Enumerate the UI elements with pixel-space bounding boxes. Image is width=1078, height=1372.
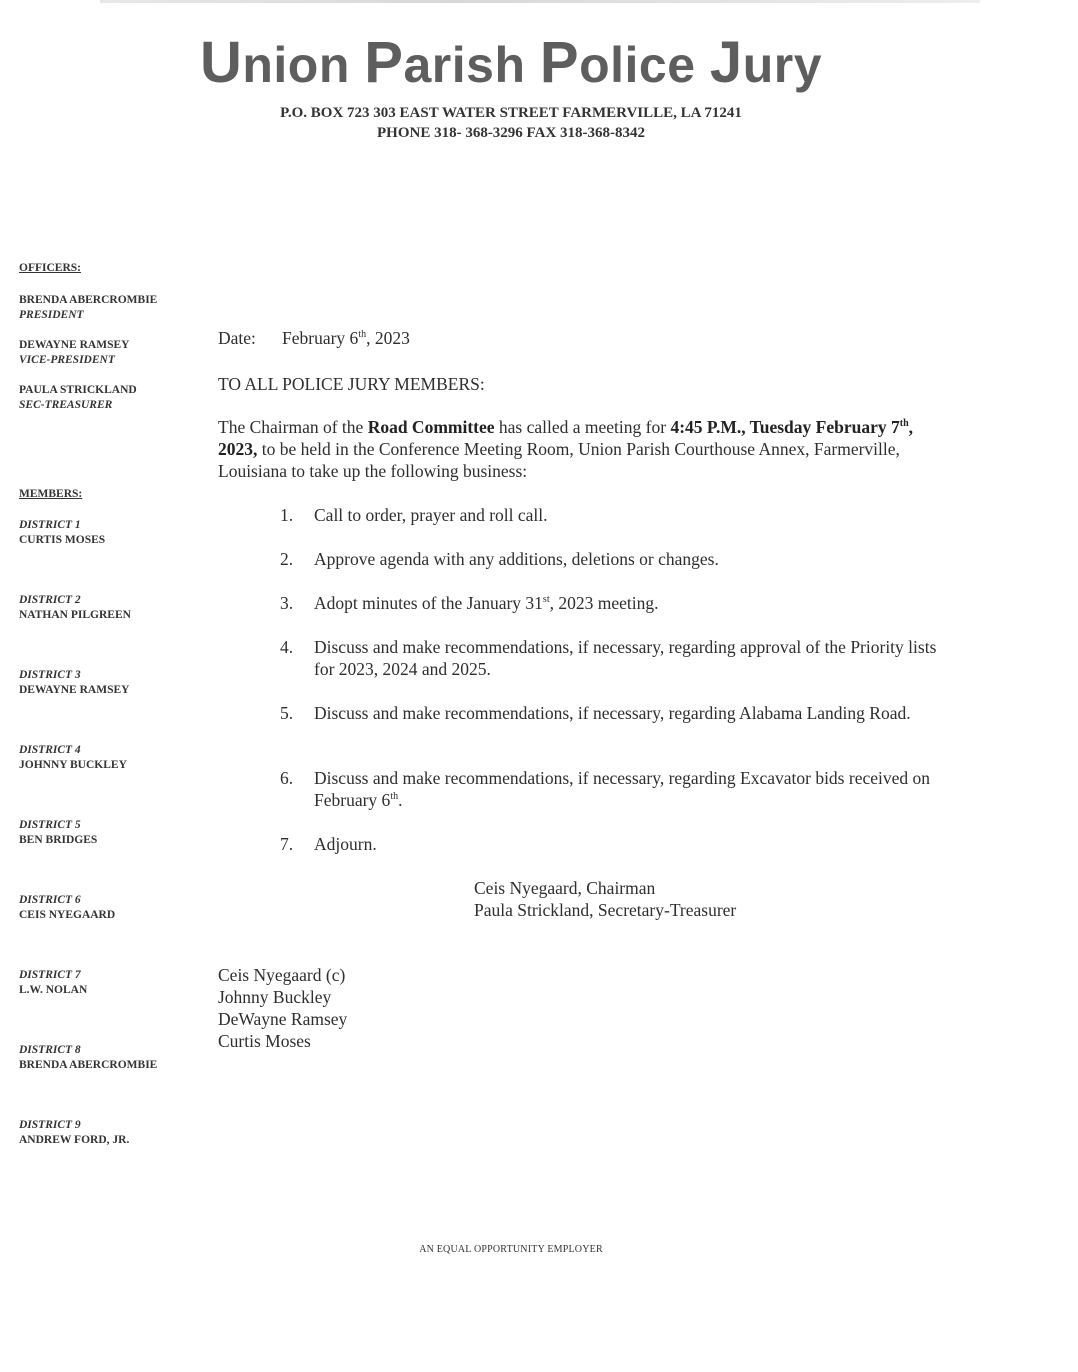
member-entry [19, 893, 115, 923]
member-district: DISTRICT 4 [19, 744, 81, 756]
member-entry [19, 743, 127, 773]
officer-title: SEC-TREASURER [19, 399, 113, 411]
member-entry [19, 968, 87, 998]
member-district: DISTRICT 6 [19, 894, 81, 906]
member-name: JOHNNY BUCKLEY [19, 759, 127, 771]
member-district: DISTRICT 9 [19, 1119, 81, 1131]
scan-top-line [100, 0, 980, 3]
cc-member: Johnny Buckley [218, 987, 332, 1007]
cc-member: Ceis Nyegaard (c) [218, 965, 346, 985]
cc-member: Curtis Moses [218, 1031, 311, 1051]
member-district: DISTRICT 2 [19, 594, 81, 606]
member-entry [19, 1043, 157, 1073]
officer-title: VICE-PRESIDENT [19, 354, 115, 366]
date-value: February 6th, 2023 [282, 328, 410, 348]
letterhead-phone: PHONE 318- 368-3296 FAX 318-368-8342 [376, 125, 646, 141]
signature-chairman: Ceis Nyegaard, Chairman [474, 878, 656, 898]
member-district: DISTRICT 3 [19, 669, 81, 681]
officer-name: DEWAYNE RAMSEY [19, 339, 130, 351]
member-name: ANDREW FORD, JR. [19, 1134, 130, 1146]
cc-member: DeWayne Ramsey [218, 1009, 348, 1029]
member-entry [19, 818, 97, 848]
member-entry [19, 593, 131, 623]
officer-name: PAULA STRICKLAND [19, 384, 137, 396]
footer-eoe: AN EQUAL OPPORTUNITY EMPLOYER [419, 1244, 603, 1255]
officer-title: PRESIDENT [19, 309, 84, 321]
date-label: Date: [218, 328, 256, 348]
letterhead-address: P.O. BOX 723 303 EAST WATER STREET FARMERVILLE, LA 71241 [280, 105, 742, 121]
member-name: DEWAYNE RAMSEY [19, 684, 130, 696]
officer-entry [19, 293, 157, 323]
intro-paragraph: The Chairman of the Road Committee has called a meeting for 4:45 P.M., Tuesday February 7th, 2023, to be held in the Conference Meeting Room, Union Parish Courthouse Annex, Farmerville, Louisiana to take up the following business: [218, 417, 914, 481]
member-name: BEN BRIDGES [19, 834, 98, 846]
member-district: DISTRICT 1 [19, 519, 81, 531]
letterhead-title: Union Parish Police Jury [199, 30, 822, 95]
member-district: DISTRICT 5 [19, 819, 81, 831]
officer-entry [19, 383, 137, 413]
officer-entry [19, 338, 129, 368]
member-name: CEIS NYEGAARD [19, 909, 116, 921]
officer-name: BRENDA ABERCROMBIE [19, 294, 158, 306]
member-district: DISTRICT 8 [19, 1044, 81, 1056]
member-name: BRENDA ABERCROMBIE [19, 1059, 158, 1071]
members-heading: MEMBERS: [19, 488, 83, 500]
member-name: L.W. NOLAN [19, 984, 88, 996]
salutation: TO ALL POLICE JURY MEMBERS: [218, 374, 485, 394]
member-entry [19, 518, 105, 548]
member-name: NATHAN PILGREEN [19, 609, 131, 621]
member-entry [19, 668, 129, 698]
member-district: DISTRICT 7 [19, 969, 81, 981]
member-entry [19, 1118, 129, 1148]
signature-secretary: Paula Strickland, Secretary-Treasurer [474, 900, 737, 920]
member-name: CURTIS MOSES [19, 534, 106, 546]
officers-heading: OFFICERS: [19, 262, 81, 274]
